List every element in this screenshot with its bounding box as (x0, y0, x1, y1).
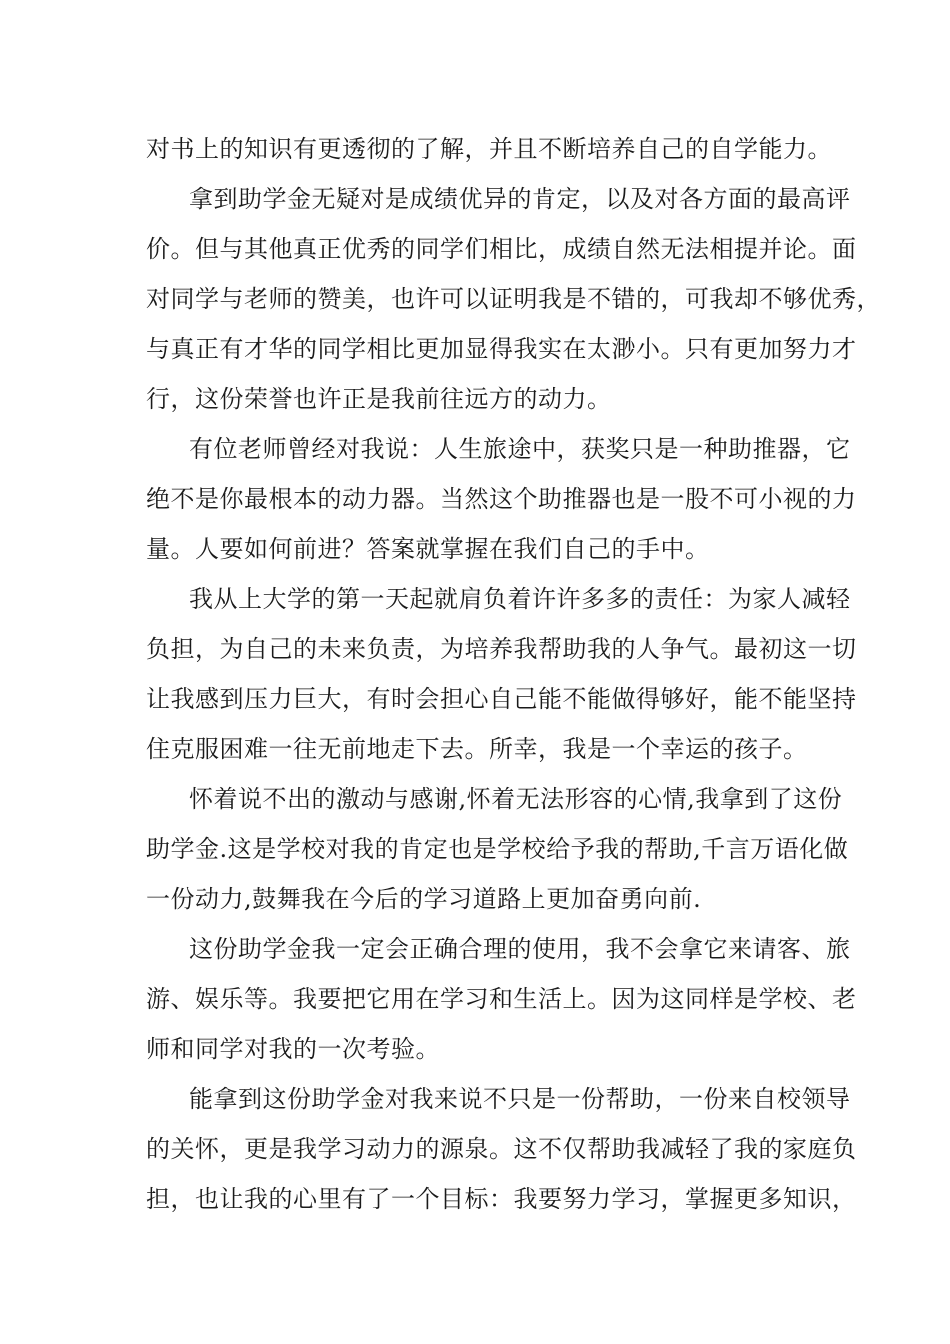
text-line: 对同学与老师的赞美，也许可以证明我是不错的，可我却不够优秀， (146, 285, 881, 313)
text-line: 绝不是你最根本的动力器。当然这个助推器也是一股不可小视的力 (146, 485, 857, 513)
text-line: 的关怀，更是我学习动力的源泉。这不仅帮助我减轻了我的家庭负 (146, 1135, 857, 1163)
text-line: 能拿到这份助学金对我来说不只是一份帮助，一份来自校领导 (189, 1085, 851, 1113)
text-line: 对书上的知识有更透彻的了解，并且不断培养自己的自学能力。 (146, 135, 832, 163)
text-line: 负担，为自己的未来负责，为培养我帮助我的人争气。最初这一切 (146, 635, 857, 663)
document-body (146, 124, 881, 1224)
text-line: 怀着说不出的激动与感谢,怀着无法形容的心情,我拿到了这份 (189, 785, 843, 813)
text-line: 游、娱乐等。我要把它用在学习和生活上。因为这同样是学校、老 (146, 985, 857, 1013)
text-line: 价。但与其他真正优秀的同学们相比，成绩自然无法相提并论。面 (146, 235, 857, 263)
text-line: 让我感到压力巨大，有时会担心自己能不能做得够好，能不能坚持 (146, 685, 857, 713)
text-line: 拿到助学金无疑对是成绩优异的肯定，以及对各方面的最高评 (189, 185, 851, 213)
text-line: 担，也让我的心里有了一个目标：我要努力学习，掌握更多知识， (146, 1185, 857, 1213)
text-line: 行，这份荣誉也许正是我前往远方的动力。 (146, 385, 612, 413)
text-line: 有位老师曾经对我说：人生旅途中，获奖只是一种助推器，它 (189, 435, 851, 463)
text-line: 助学金.这是学校对我的肯定也是学校给予我的帮助,千言万语化做 (146, 835, 849, 863)
text-line: 这份助学金我一定会正确合理的使用，我不会拿它来请客、旅 (189, 935, 851, 963)
text-line: 与真正有才华的同学相比更加显得我实在太渺小。只有更加努力才 (146, 335, 857, 363)
text-line: 师和同学对我的一次考验。 (146, 1035, 440, 1063)
text-line: 一份动力,鼓舞我在今后的学习道路上更加奋勇向前. (146, 885, 702, 913)
text-line: 量。人要如何前进？答案就掌握在我们自己的手中。 (146, 535, 710, 563)
text-line: 住克服困难一往无前地走下去。所幸，我是一个幸运的孩子。 (146, 735, 808, 763)
text-line: 我从上大学的第一天起就肩负着许许多多的责任：为家人减轻 (189, 585, 851, 613)
